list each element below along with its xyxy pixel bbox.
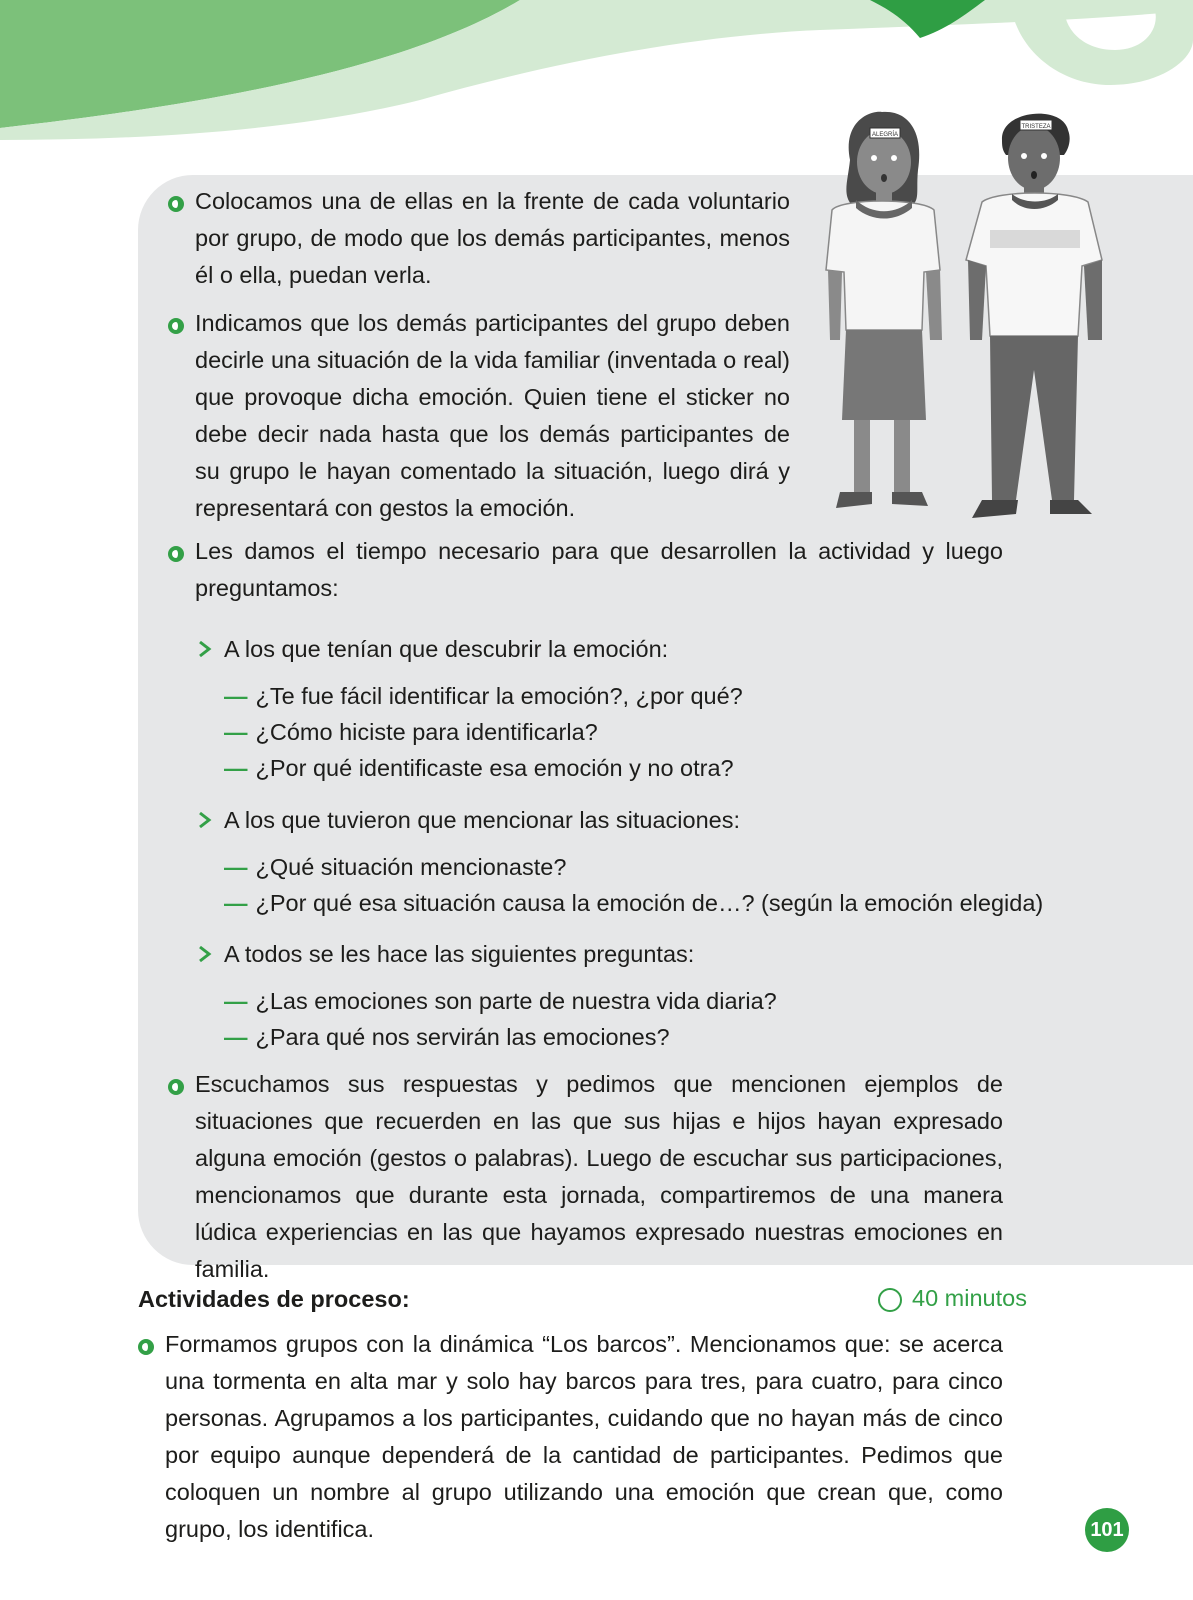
question-item: — ¿Por qué identificaste esa emoción y no otra? bbox=[224, 755, 734, 781]
chevron-right-icon bbox=[198, 945, 212, 963]
man-sticker-text: TRISTEZA bbox=[1021, 124, 1051, 130]
question-item: — ¿Qué situación mencionaste? bbox=[224, 854, 567, 880]
dash-icon: — bbox=[224, 755, 248, 781]
bullet-icon bbox=[168, 318, 184, 334]
dash-icon: — bbox=[224, 719, 248, 745]
man-figure bbox=[966, 114, 1102, 518]
bullet-paragraph-5: Formamos grupos con la dinámica “Los barcos”. Mencionamos que: se acerca una tormenta en alta mar y solo hay barcos para tres, para cuatro, para cinco personas. Agrupamos a los participantes, cuidando que no hayan más de cinco por equipo aunque dependerá de la cantidad de participantes. Pedimos que coloquen un nombre al grupo utilizando una emoción que crean que, como grupo, los identifica. bbox=[165, 1331, 1003, 1542]
question-item: — ¿Por qué esa situación causa la emoción de…? (según la emoción elegida) bbox=[224, 890, 1044, 916]
bullet-icon bbox=[168, 1079, 184, 1095]
bullet-icon bbox=[168, 196, 184, 212]
question-item: — ¿Cómo hiciste para identificarla? bbox=[224, 719, 598, 745]
duration-label: 40 minutos bbox=[912, 1285, 1027, 1311]
bullet-icon bbox=[168, 546, 184, 562]
bullet-paragraph-2: Indicamos que los demás participantes del grupo deben decirle una situación de la vida familiar (inventada o real) que provoque dicha emoción. Quien tiene el sticker no debe decir nada hasta que los demás participantes de su grupo le hayan comentado la situación, luego dirá y representará con gestos la emoción. bbox=[195, 310, 790, 521]
group-heading-3: A todos se les hace las siguientes preguntas: bbox=[224, 941, 695, 967]
group-heading-1: A los que tenían que descubrir la emoción: bbox=[224, 636, 669, 662]
clock-icon bbox=[878, 1288, 902, 1312]
dash-icon: — bbox=[224, 854, 248, 880]
bullet-icon bbox=[138, 1339, 154, 1355]
bullet-paragraph-3: Les damos el tiempo necesario para que desarrollen la actividad y luego preguntamos: bbox=[195, 538, 1003, 601]
chevron-right-icon bbox=[198, 811, 212, 829]
chevron-right-icon bbox=[198, 640, 212, 658]
section-title: Actividades de proceso: bbox=[138, 1286, 410, 1312]
woman-figure bbox=[826, 112, 942, 508]
dash-icon: — bbox=[224, 988, 248, 1014]
bullet-paragraph-1: Colocamos una de ellas en la frente de cada voluntario por grupo, de modo que los demás participantes, menos él o ella, puedan verla. bbox=[195, 188, 790, 288]
bullet-paragraph-4: Escuchamos sus respuestas y pedimos que mencionen ejemplos de situaciones que recuerden en las que sus hijas e hijos hayan expresado alguna emoción (gestos o palabras). Luego de escuchar sus participaciones, mencionamos que durante esta jornada, compartiremos de una manera lúdica experiencias en las que hayamos expresado nuestras emociones en familia. bbox=[195, 1071, 1003, 1282]
dash-icon: — bbox=[224, 683, 248, 709]
question-item: — ¿Para qué nos servirán las emociones? bbox=[224, 1024, 670, 1050]
question-item: — ¿Las emociones son parte de nuestra vida diaria? bbox=[224, 988, 777, 1014]
woman-sticker-text: ALEGRÍA bbox=[871, 132, 899, 138]
dash-icon: — bbox=[224, 890, 248, 916]
page-number: 101 bbox=[1085, 1508, 1129, 1552]
volunteers-illustration bbox=[812, 100, 1128, 540]
dash-icon: — bbox=[224, 1024, 248, 1050]
question-item: — ¿Te fue fácil identificar la emoción?, ¿por qué? bbox=[224, 683, 743, 709]
group-heading-2: A los que tuvieron que mencionar las situaciones: bbox=[224, 807, 741, 833]
